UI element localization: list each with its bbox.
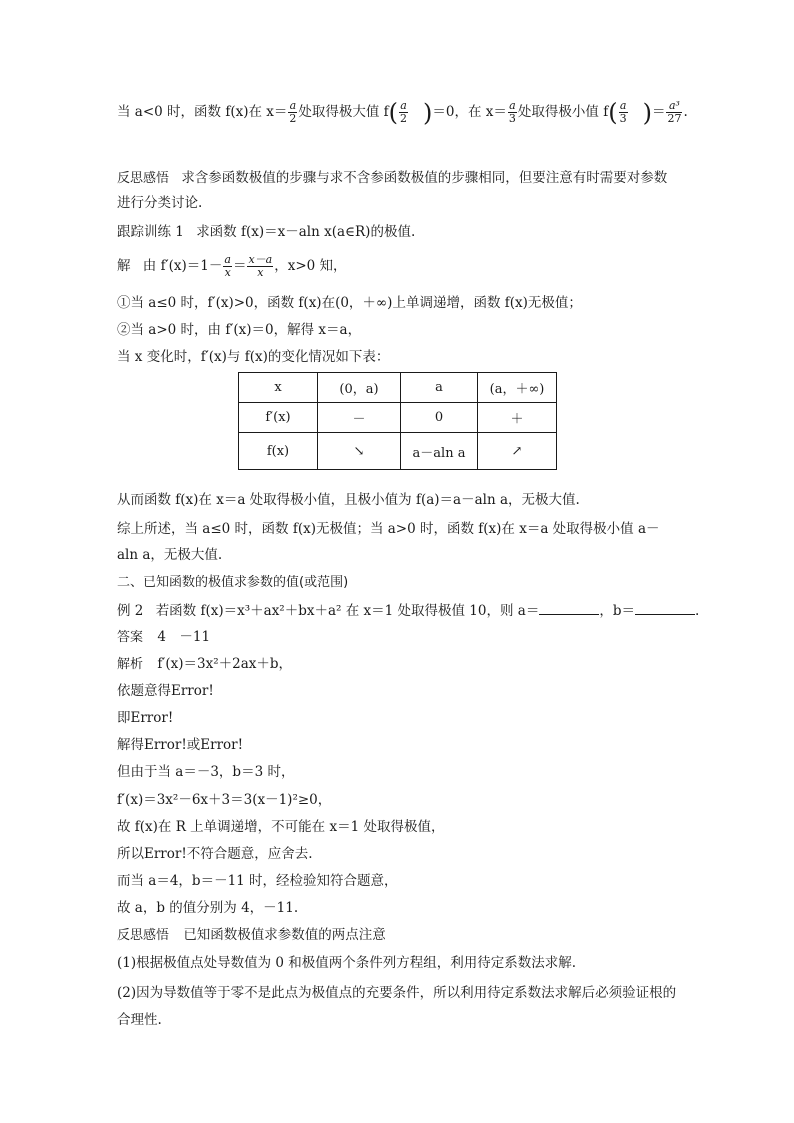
analysis-line: 故 f(x)在 R 上单调递增，不可能在 x＝1 处取得极值， (117, 819, 445, 835)
reflection-text: 求含参函数极值的步骤与求不含参函数极值的步骤相同，但要注意有时需要对参数进行分类讨论. (117, 170, 668, 211)
table-intro: 当 x 变化时，f′(x)与 f(x)的变化情况如下表： (117, 349, 390, 365)
analysis-line: 即Error! (117, 710, 174, 726)
decreasing-arrow-icon: ↘ (318, 433, 401, 470)
table-cell: a－aln a (401, 433, 478, 470)
reflection-point: (1)根据极值点处导数值为 0 和极值两个条件列方程组，利用待定系数法求解. (117, 955, 577, 971)
solution-derivative: 解 由 f′(x)＝1－ $\frac{a}{x}$ ＝ $\frac{x-a}{x}$ ，x>0 知， (117, 253, 347, 279)
analysis-line: 解析 f′(x)＝3x²＋2ax＋b， (117, 656, 293, 672)
analysis-label: 解析 (117, 657, 144, 672)
table-cell: (a，＋∞) (478, 373, 557, 403)
line1-mid2: ＝0，在 x＝ (432, 104, 507, 120)
answer-value: 4 －11 (157, 629, 211, 645)
reflection-point: (2)因为导数值等于零不是此点为极值点的充要条件，所以利用待定系数法求解后必须验证根的合理性. (117, 985, 677, 1028)
analysis-line: 故 a，b 的值分别为 4，－11. (117, 900, 299, 916)
analysis-line: 而当 a＝4，b＝－11 时，经检验知符合题意， (117, 873, 398, 889)
reflection-two-heading (117, 925, 386, 946)
section-title: 二、已知函数的极值求参数的值(或范围) (117, 575, 349, 590)
analysis-line: 但由于当 a＝－3，b＝3 时， (117, 764, 295, 780)
fraction: $\frac{a}{3}$ (508, 99, 516, 125)
table-cell: a (401, 373, 478, 403)
analysis-line: f′(x)＝3x²－6x＋3＝3(x－1)²≥0， (117, 792, 332, 808)
reflection-label: 反思感悟 (117, 171, 170, 186)
table-cell: ＋ (478, 403, 557, 433)
fraction: $\frac{a}{3}$ (619, 99, 627, 125)
table-cell: f(x) (239, 433, 318, 470)
case-two: ②当 a>0 时，由 f′(x)＝0，解得 x＝a， (117, 322, 362, 338)
analysis-line: 所以Error!不符合题意，应舍去. (117, 846, 313, 862)
solution-label: 解 (117, 258, 131, 274)
fraction: $\frac{a}{2}$ (289, 99, 297, 125)
answer-label: 答案 (117, 630, 144, 645)
table-row (239, 433, 557, 470)
table-cell: － (318, 403, 401, 433)
answer-blank-b (635, 600, 695, 615)
practice-label: 跟踪训练 1 (117, 224, 184, 240)
table-cell: 0 (401, 403, 478, 433)
conclusion-line: 从而函数 f(x)在 x＝a 处取得极小值，且极小值为 f(a)＝a－aln a，无极大值. (117, 492, 580, 508)
practice-text: 求函数 f(x)＝x－aln x(a∈R)的极值. (196, 224, 416, 240)
table-cell: f′(x) (239, 403, 318, 433)
fraction: $\frac{a}{2}$ (400, 99, 408, 125)
table-row (239, 403, 557, 433)
fraction: $\frac{\text{a³}}{27}$ (667, 99, 682, 125)
answer-line (117, 627, 210, 648)
table-cell: (0，a) (318, 373, 401, 403)
table-header-row (239, 373, 557, 403)
case-one: ①当 a≤0 时，f′(x)>0，函数 f(x)在(0，＋∞)上单调递增，函数 f(x)无极值； (117, 295, 582, 311)
summary-paragraph: 综上所述，当 a≤0 时，函数 f(x)无极值；当 a>0 时，函数 f(x)在 x＝a 处取得极小值 a－aln a，无极大值. (117, 521, 660, 563)
extremum-case-line: 当 a<0 时，函数 f(x)在 x＝ $\frac{a}{2}$ 处取得极大值 f( $\frac{a}{2}$ )＝0，在 x＝ $\frac{a}{3}$ 处取得极小值 f( $\frac{a}{3}$ )＝ $\frac{\text{a³}}{27}$ . (117, 98, 688, 127)
line1-mid4: ＝ (651, 104, 666, 120)
line1-pre: 当 a<0 时，函数 f(x)在 x＝ (117, 104, 288, 120)
example-label: 例 2 (117, 603, 144, 619)
increasing-arrow-icon: ↗ (478, 433, 557, 470)
fraction: $\frac{x-a}{x}$ (248, 253, 273, 279)
practice-problem (117, 222, 415, 242)
reflection-label: 反思感悟 (117, 928, 170, 943)
fraction: $\frac{a}{x}$ (224, 253, 231, 279)
analysis-line: 依题意得Error! (117, 683, 214, 699)
line1-mid1: 处取得极大值 f (298, 104, 389, 120)
reflection-title: 已知函数极值求参数值的两点注意 (183, 927, 386, 943)
table-cell: x (239, 373, 318, 403)
example-two: 例 2 若函数 f(x)＝x³＋ax²＋bx＋a² 在 x＝1 处取得极值 10，则 a＝ ，b＝ . (117, 600, 699, 621)
variation-table (238, 372, 557, 470)
line1-mid3: 处取得极小值 f (517, 104, 609, 120)
answer-blank-a (539, 600, 599, 615)
reflection-paragraph (117, 166, 680, 215)
analysis-line: 解得Error!或Error! (117, 737, 244, 753)
